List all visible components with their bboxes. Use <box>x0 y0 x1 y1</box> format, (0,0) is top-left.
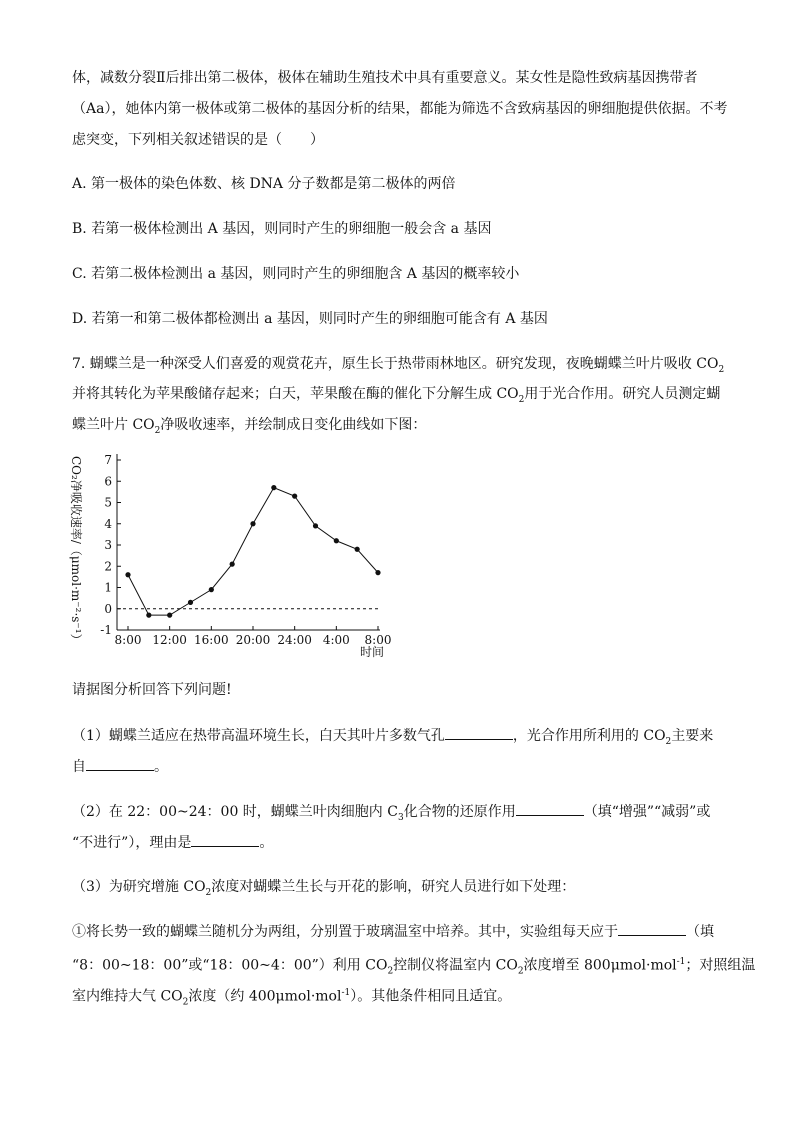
y-tick-label: 6 <box>104 474 112 489</box>
subq3-step1-line-1: ①将长势一致的蝴蝶兰随机分为两组，分别置于玻璃温室中培养。其中，实验组每天应于 （填 <box>72 921 714 942</box>
y-tick-label: 5 <box>104 495 112 510</box>
answer-blank-5[interactable] <box>618 921 686 936</box>
data-point <box>313 523 318 528</box>
answer-blank-4[interactable] <box>191 832 259 847</box>
y-tick-label: 1 <box>104 580 112 595</box>
data-point <box>292 494 297 499</box>
subq1-line-2: 自 。 <box>72 756 168 777</box>
data-point <box>271 485 276 490</box>
answer-blank-2[interactable] <box>86 756 154 771</box>
q6-stem-line-3: 虑突变，下列相关叙述错误的是（ ） <box>72 132 324 148</box>
q6-stem-line-2: （Aa），她体内第一极体或第二极体的基因分析的结果，都能为筛选不含致病基因的卵细胞提供依据。不考 <box>72 101 728 117</box>
subq2-line-1: （2）在 22：00~24：00 时，蝴蝶兰叶肉细胞内 $C_3$化合物的还原作用 （填“增强”“减弱”或 <box>72 801 710 828</box>
co2-uptake-chart <box>60 448 400 664</box>
x-tick-label: 24:00 <box>277 633 312 647</box>
data-point <box>250 521 255 526</box>
q6-stem-line-1: 体，减数分裂Ⅱ后排出第二极体，极体在辅助生殖技术中具有重要意义。某女性是隐性致病基因携带者 <box>72 70 698 86</box>
data-point <box>125 572 130 577</box>
subq2-line-2: “不进行”），理由是 。 <box>72 832 273 853</box>
q7-stem-line-3: 蝶兰叶片 $CO_2$净吸收速率，并绘制成日变化曲线如下图： <box>72 417 427 436</box>
subq3-line-1: （3）为研究增施 $CO_2$浓度对蝴蝶兰生长与开花的影响，研究人员进行如下处理： <box>72 879 576 898</box>
y-tick-label: 0 <box>104 601 112 616</box>
x-tick-label: 16:00 <box>194 633 229 647</box>
q7-stem-line-2: 并将其转化为苹果酸储存起来；白天，苹果酸在酶的催化下分解生成 $CO_2$用于光合作用。研究人员测定蝴 <box>72 386 721 405</box>
data-point <box>167 613 172 618</box>
y-ticks <box>100 453 121 637</box>
q6-option-b: B. 若第一极体检测出 A 基因，则同时产生的卵细胞一般会含 a 基因 <box>72 221 492 237</box>
q6-option-a: A. 第一极体的染色体数、核 DNA 分子数都是第二极体的两倍 <box>72 176 456 192</box>
y-tick-label: 3 <box>104 538 112 552</box>
y-tick-label: -1 <box>100 623 112 637</box>
answer-blank-1[interactable] <box>445 725 513 740</box>
subq3-step1-line-2: “8：00~18：00”或“18：00~4：00”）利用 $CO_2$控制仪将温室内 $CO_2$浓度增至 800μmol·mol$^{-1}$；对照组温 <box>72 957 756 977</box>
x-tick-label: 12:00 <box>152 633 187 647</box>
data-series <box>125 485 380 618</box>
data-point <box>355 547 360 552</box>
q6-option-c: C. 若第二极体检测出 a 基因，则同时产生的卵细胞含 A 基因的概率较小 <box>72 266 520 282</box>
x-tick-label: 8:00 <box>364 633 392 647</box>
data-point <box>230 562 235 567</box>
x-ticks <box>115 626 392 647</box>
y-axis-label: CO₂净吸收速率/（μmol·m⁻²·s⁻¹） <box>69 456 83 646</box>
data-point <box>209 587 214 592</box>
x-tick-label: 8:00 <box>114 633 142 647</box>
x-tick-label: 4:00 <box>322 633 350 647</box>
instruction: 请据图分析回答下列问题! <box>72 682 232 698</box>
data-point <box>146 613 151 618</box>
answer-blank-3[interactable] <box>516 801 584 816</box>
subq3-step1-line-3: 室内维持大气 $CO_2$浓度（约 400μmol·mol$^{-1}$）。其他条件相同且适宜。 <box>72 988 512 1008</box>
y-tick-label: 7 <box>104 453 112 467</box>
data-point <box>188 600 193 605</box>
y-tick-label: 2 <box>104 559 112 574</box>
y-tick-label: 4 <box>104 516 112 531</box>
subq1-line-1: （1）蝴蝶兰适应在热带高温环境生长，白天其叶片多数气孔 ，光合作用所利用的 $CO_2$主要来 <box>72 725 713 752</box>
q7-stem-line-1: 7. 蝴蝶兰是一种深受人们喜爱的观赏花卉，原生长于热带雨林地区。研究发现，夜晚蝴蝶兰叶片吸收 $CO_2$ <box>72 356 725 375</box>
series-line <box>128 488 378 616</box>
data-point <box>375 570 380 575</box>
x-axis-label: 时间 <box>360 645 385 659</box>
q6-option-d: D. 若第一和第二极体都检测出 a 基因，则同时产生的卵细胞可能含有 A 基因 <box>72 311 548 327</box>
data-point <box>334 538 339 543</box>
x-tick-label: 20:00 <box>235 633 271 647</box>
